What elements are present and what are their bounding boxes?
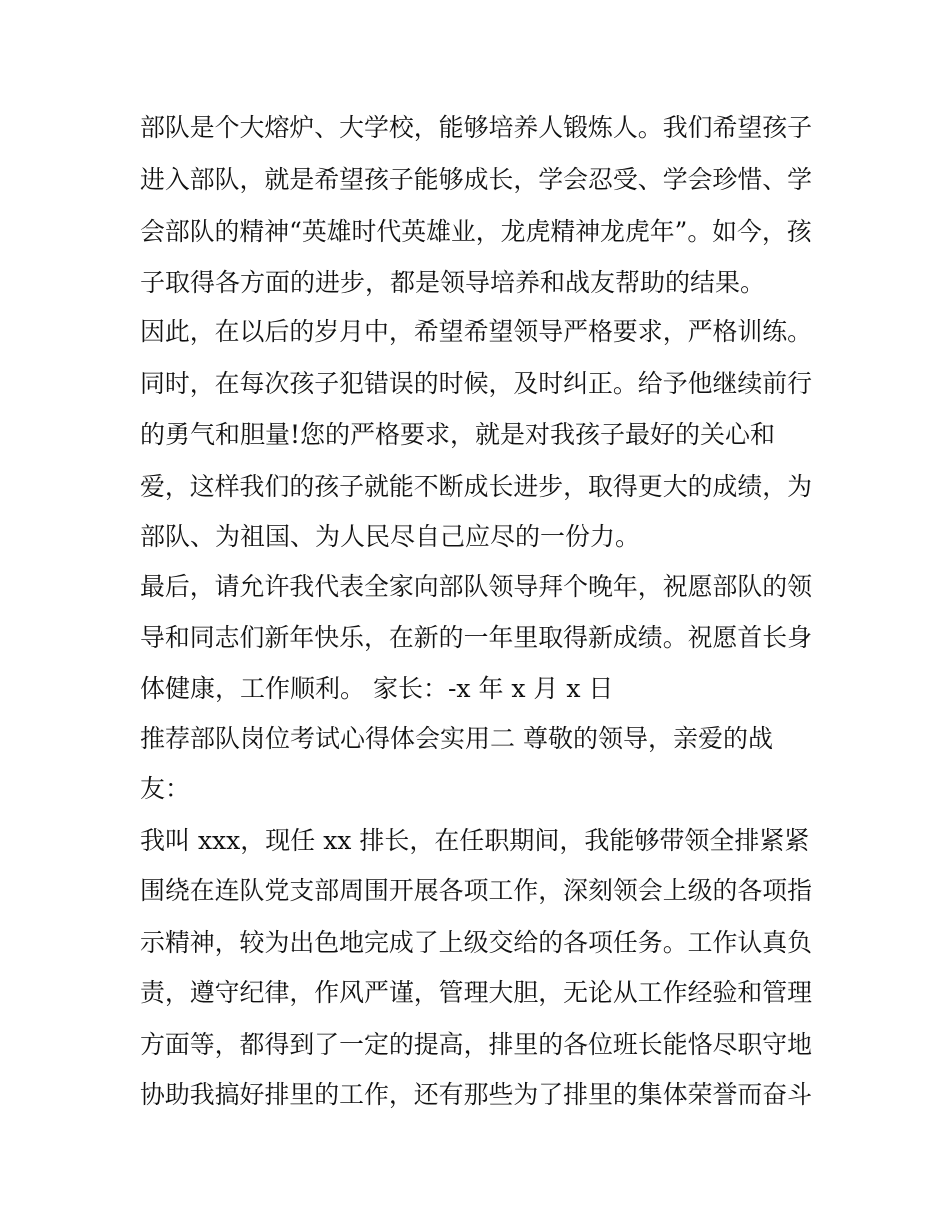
text-line: 的勇气和胆量!您的严格要求，就是对我孩子最好的关心和	[140, 420, 776, 449]
text-line: 进入部队，就是希望孩子能够成长，学会忍受、学会珍惜、学	[140, 165, 813, 194]
text-line: 我叫 xxx，现任 xx 排长，在任职期间，我能够带领全排紧紧	[140, 826, 810, 855]
text-line: 责，遵守纪律，作风严谨，管理大胆，无论从工作经验和管理	[140, 978, 813, 1007]
text-line: 子取得各方面的进步，都是领导培养和战友帮助的结果。	[140, 268, 766, 297]
text-line: 最后，请允许我代表全家向部队领导拜个晚年，祝愿部队的领	[140, 572, 813, 601]
text-line: 推荐部队岗位考试心得体会实用二 尊敬的领导，亲爱的战	[140, 724, 773, 753]
text-line: 方面等，都得到了一定的提高，排里的各位班长能恪尽职守地	[140, 1030, 813, 1059]
text-line: 会部队的精神“英雄时代英雄业，龙虎精神龙虎年”。如今，孩	[140, 217, 812, 246]
text-line: 友：	[140, 774, 191, 803]
text-line: 体健康，工作顺利。 家长：-x 年 x 月 x 日	[140, 674, 614, 703]
text-line: 因此，在以后的岁月中，希望希望领导严格要求，严格训练。	[140, 317, 813, 346]
text-line: 同时，在每次孩子犯错误的时候，及时纠正。给予他继续前行	[140, 369, 813, 398]
text-line: 爱，这样我们的孩子就能不断成长进步，取得更大的成绩，为	[140, 472, 813, 501]
text-line: 围绕在连队党支部周围开展各项工作，深刻领会上级的各项指	[140, 876, 813, 905]
text-line: 部队、为祖国、为人民尽自己应尽的一份力。	[140, 522, 641, 551]
text-line: 部队是个大熔炉、大学校，能够培养人锻炼人。我们希望孩子	[140, 113, 813, 142]
text-line: 协助我搞好排里的工作，还有那些为了排里的集体荣誉而奋斗	[140, 1080, 813, 1109]
text-line: 示精神，较为出色地完成了上级交给的各项任务。工作认真负	[140, 928, 813, 957]
text-line: 导和同志们新年快乐，在新的一年里取得新成绩。祝愿首长身	[140, 623, 813, 652]
